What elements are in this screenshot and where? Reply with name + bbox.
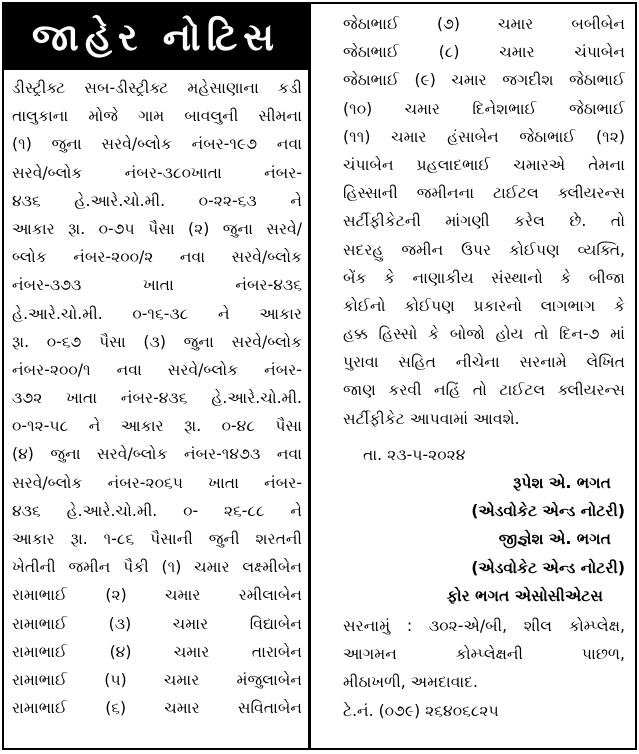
body-line: જેઠાભાઈ (૭) ચમાર બબીબેન — [343, 15, 625, 33]
notice-right-column — [311, 4, 635, 748]
signatory-2-name: જીજ્ઞેશ એ. ભગત — [498, 530, 611, 549]
body-line: રામાભાઈ (૬) ચમાર સવિતાબેન — [12, 699, 302, 718]
body-line: રામાભાઈ (૫) ચમાર મંજુલાબેન — [12, 670, 302, 689]
body-line: જેઠાભાઈ (૮) ચમાર ચંપાબેન — [343, 43, 625, 62]
body-line: રામાભાઈ (૨) ચમાર રમીલાબેન — [12, 586, 302, 605]
address-line: આગમન કોમ્પ્લેક્ષની પાછળ, — [343, 645, 625, 664]
body-line: નંબર-૨૦૦/૧ નવા સરવે/બ્લોક નંબર- — [12, 360, 302, 379]
body-line: ૦-૧૨-૫૮ ને આકાર રૂા. ૦-૪૮ પૈસા — [12, 417, 302, 436]
body-line: તાલુકાના મોજે ગામ બાવલુની સીમના — [12, 107, 302, 126]
body-line: જાણ કરવી નહિં તો ટાઈટલ ક્લીયરન્સ — [343, 381, 625, 400]
body-line: આકાર રૂા. ૦-૭૫ પૈસા (૨) જુના સરવે/ — [12, 219, 302, 238]
body-line: સરવે/બ્લોક નંબર-૨૦૬૫ ખાતા નંબર- — [12, 473, 302, 492]
body-line: સદરહુ જમીન ઉપર કોઈપણ વ્યક્તિ, — [343, 240, 625, 259]
notice-title: જાહેર નોટિસ — [4, 4, 308, 70]
body-line: ડીસ્ટ્રીક્ટ સબ-ડીસ્ટ્રીક્ટ મહેસાણાના કડી — [12, 79, 302, 97]
signatory-2-role: (એડવોકેટ એન્ડ નોટરી) — [471, 558, 625, 577]
body-line: બ્લોક નંબર-૨૦૦/૨ નવા સરવે/બ્લોક — [12, 248, 302, 267]
body-line: રામાભાઈ (૪) ચમાર તારાબેન — [12, 642, 302, 661]
notice-date: તા. ૨૩-૫-૨૦૨૪ — [363, 445, 466, 464]
body-line: બેંક કે નાણાકીય સંસ્થાનો કે બીજા — [343, 268, 625, 287]
body-line: (૧૦) ચમાર દિનેશભાઈ જેઠાભાઈ — [343, 99, 625, 118]
body-line: ૪૩૬ હે.આરે.ચો.મી. ૦-૨૨-૬૩ ને — [12, 191, 302, 210]
address-line: સરનામું : ૩૦૨-એ/બી, શીલ કોમ્પ્લેક્ષ, — [343, 616, 625, 635]
body-line: ૩૭૨ ખાતા નંબર-૪૩૬ હે.આરે.ચો.મી. — [12, 389, 302, 408]
firm-name: ફોર ભગત એસોસીએટસ — [446, 586, 603, 605]
signatory-1-name: રૂપેશ એ. ભગત — [513, 474, 611, 492]
body-line: ચંપાબેન પ્રહલાદભાઈ ચમારએ તેમના — [343, 155, 625, 174]
body-line: સર્ટીફીકેટની માંગણી કરેલ છે. તો — [343, 212, 625, 231]
body-line: ૪૩૬ હે.આરે.ચો.મી. ૦- ૨૬-૮૮ ને — [12, 501, 302, 520]
body-line: કોઈનો કોઈપણ પ્રકારનો લાગભાગ કે — [343, 296, 625, 315]
body-line: હિસ્સાની જમીનના ટાઈટલ ક્લીયરન્સ — [343, 184, 625, 203]
body-line: આકાર રૂા. ૧-૮૬ પૈસાની જુની શરતની — [12, 530, 302, 548]
body-line: હે.આરે.ચો.મી. ૦-૧૬-૩૮ ને આકાર — [12, 304, 302, 323]
body-line: (૧૧) ચમાર હંસાબેન જેઠાભાઈ (૧૨) — [343, 127, 625, 146]
body-line: રામાભાઈ (૩) ચમાર વિદ્યાબેન — [12, 614, 302, 633]
notice-left-column — [4, 4, 311, 748]
body-line: (૪) જુના સરવે/બ્લોક નંબર-૧૪૭૩ નવા — [12, 445, 302, 464]
signatory-1-role: (એડવોકેટ એન્ડ નોટરી) — [471, 502, 625, 521]
address-line: મીઠાખળી, અમદાવાદ. — [343, 673, 478, 692]
body-line: સરવે/બ્લોક નંબર-૩૮૦ખાતા નંબર- — [12, 163, 302, 182]
body-line: (૧) જુના સરવે/બ્લોક નંબર-૧૯૭ નવા — [12, 135, 302, 154]
public-notice — [2, 2, 637, 750]
body-line: સર્ટીફીકેટ આપવામાં આવશે. — [343, 409, 520, 428]
body-line: પુરાવા સહિત નીચેના સરનામે લેખિત — [343, 353, 625, 372]
body-line: નંબર-૩૭૩ ખાતા નંબર-૪૩૬ — [12, 276, 302, 295]
body-line: રૂા. ૦-૬૭ પૈસા (૩) જુના સરવે/બ્લોક — [12, 332, 302, 351]
body-line: હક્ક હિસ્સો કે બોજો હોય તો દિન-૭ માં — [343, 325, 625, 344]
body-line: જેઠાભાઈ (૯) ચમાર જગદીશ જેઠાભાઈ — [343, 71, 625, 90]
body-line: ખેતીની જમીન પૈકી (૧) ચમાર લક્ષ્મીબેન — [12, 558, 302, 577]
notice-body-left — [4, 70, 308, 722]
phone-number: ટે.નં. (૦૭૯) ૨૬૪૦૬૮૨૫ — [343, 701, 499, 720]
